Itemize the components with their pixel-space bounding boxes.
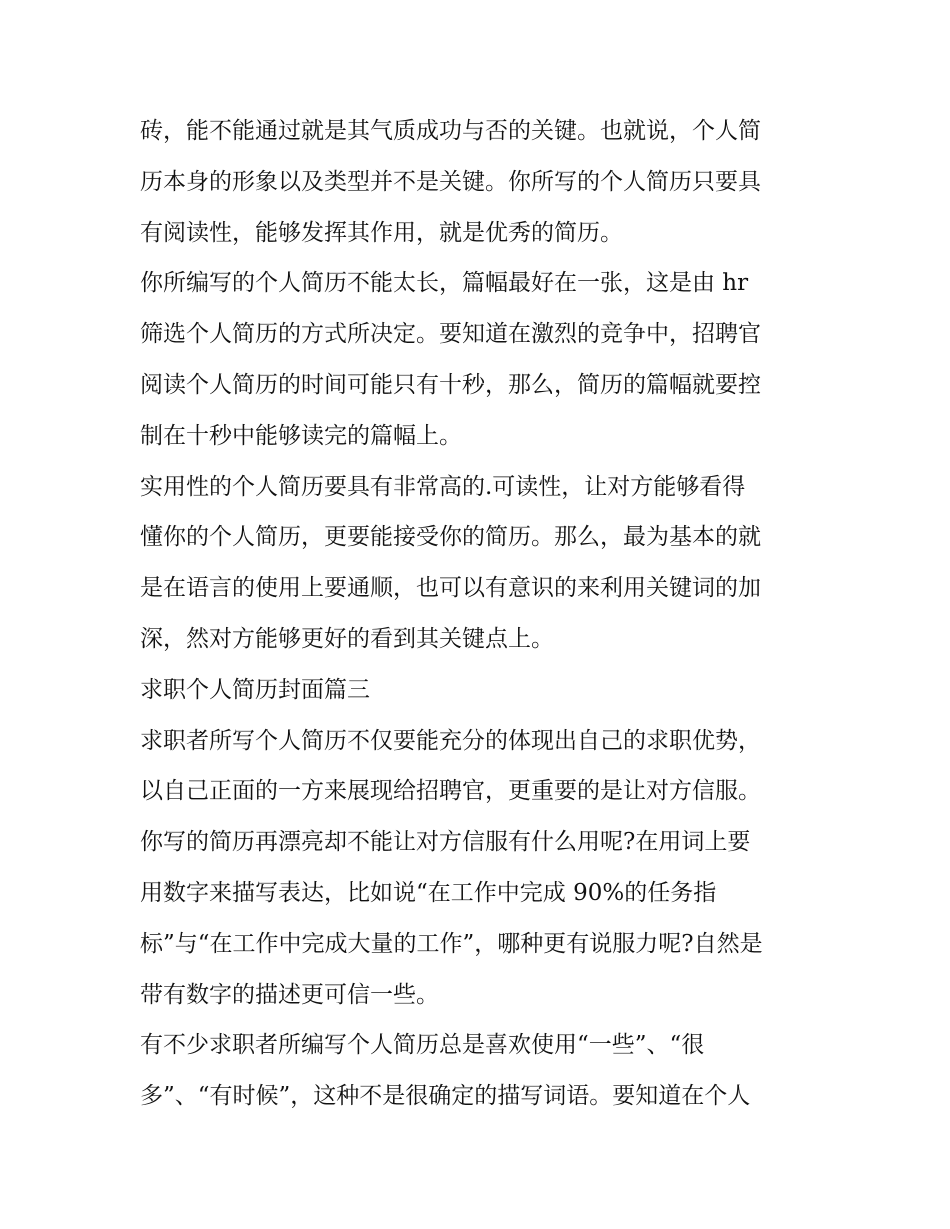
text-line: 你写的简历再漂亮却不能让对方信服有什么用呢?在用词上要: [140, 829, 751, 856]
section-heading: 求职个人简历封面篇三: [140, 676, 370, 703]
text-line: 有阅读性，能够发挥其作用，就是优秀的简历。: [140, 219, 623, 246]
text-line: 以自己正面的一方来展现给招聘官，更重要的是让对方信服。: [140, 778, 761, 805]
text-line: 砖，能不能通过就是其气质成功与否的关键。也就说，个人简: [140, 118, 761, 144]
text-line: 筛选个人简历的方式所决定。要知道在激烈的竞争中，招聘官: [140, 321, 761, 348]
text-line: 标”与“在工作中完成大量的工作”，哪种更有说服力呢?自然是: [140, 930, 763, 957]
text-line: 多”、“有时候”，这种不是很确定的描写词语。要知道在个人: [140, 1083, 751, 1110]
text-line: 制在十秒中能够读完的篇幅上。: [140, 422, 462, 449]
text-line: 是在语言的使用上要通顺，也可以有意识的来利用关键词的加: [140, 575, 761, 602]
text-line: 阅读个人简历的时间可能只有十秒，那么，简历的篇幅就要控: [140, 371, 761, 398]
document-body: [140, 106, 820, 1122]
text-line: 历本身的形象以及类型并不是关键。你所写的个人简历只要具: [140, 168, 761, 195]
text-line: 有不少求职者所编写个人简历总是喜欢使用“一些”、“很: [140, 1032, 705, 1059]
text-line: 懂你的个人简历，更要能接受你的简历。那么，最为基本的就: [140, 524, 761, 551]
text-line: 你所编写的个人简历不能太长，篇幅最好在一张，这是由 hr: [140, 270, 749, 297]
text-line: 深，然对方能够更好的看到其关键点上。: [140, 625, 554, 652]
text-line: 带有数字的描述更可信一些。: [140, 981, 439, 1008]
text-line: 实用性的个人简历要具有非常高的.可读性，让对方能够看得: [140, 473, 746, 500]
text-line: 用数字来描写表达，比如说“在工作中完成 90%的任务指: [140, 879, 717, 906]
text-line: 求职者所写个人简历不仅要能充分的体现出自己的求职优势，: [140, 727, 761, 754]
